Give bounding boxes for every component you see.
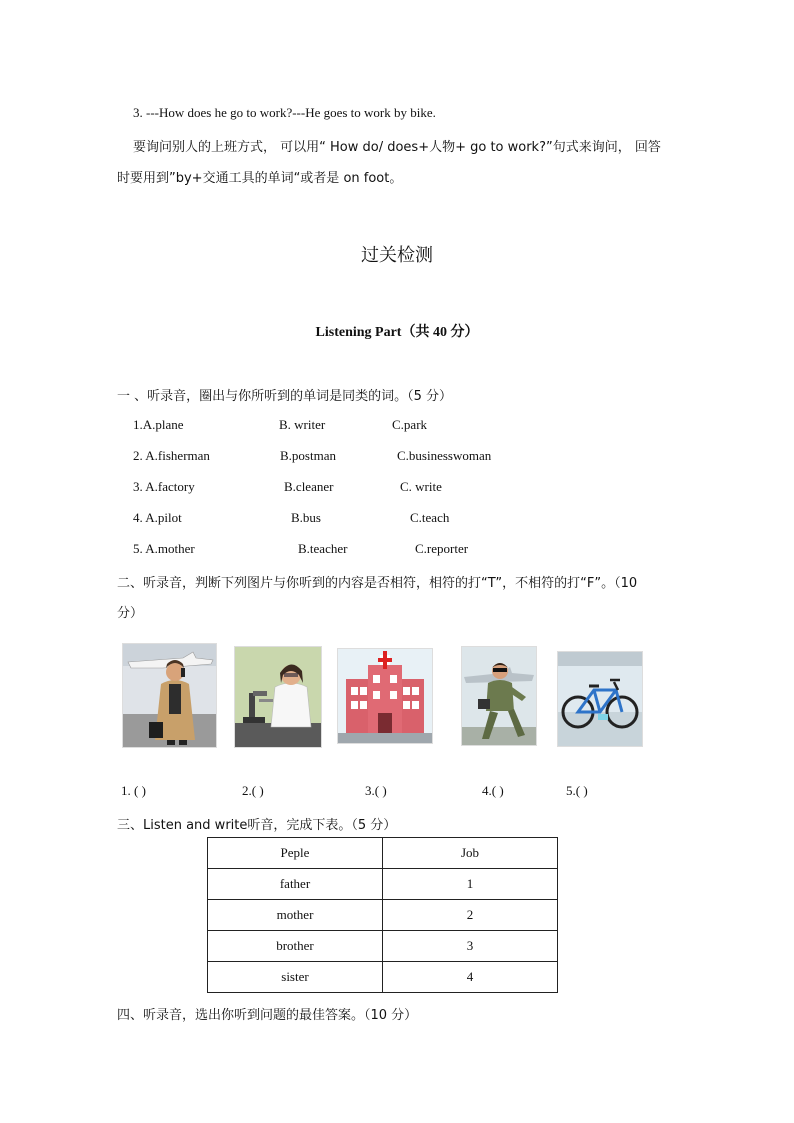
q2-blank-5[interactable]: 5.( ): [566, 783, 588, 798]
table-cell-job[interactable]: 2: [383, 900, 558, 931]
pilot-picture: [461, 646, 537, 746]
table-cell-person: brother: [208, 931, 383, 962]
section-title: 过关检测: [361, 245, 433, 266]
explanation-line-1: 要询问别人的上班方式， 可以用“ How do/ does+人物+ go to work?”句式来询问， 回答: [133, 140, 661, 155]
table-cell-job[interactable]: 3: [383, 931, 558, 962]
q2-heading-line-1: 二、听录音，判断下列图片与你听到的内容是否相符，相符的打“T”，不相符的打“F”。（10: [117, 576, 638, 591]
q1-row3-b: B.cleaner: [284, 479, 334, 494]
q2-blank-3[interactable]: 3.( ): [365, 783, 387, 798]
q1-row1-c: C.park: [392, 417, 428, 432]
q1-row1-a: 1.A.plane: [133, 417, 184, 432]
q1-row2-c: C.businesswoman: [397, 448, 492, 463]
q1-row2-a: 2. A.fisherman: [133, 448, 210, 463]
table-row: [208, 900, 558, 931]
table-cell-job[interactable]: 4: [383, 962, 558, 993]
q1-row4-b: B.bus: [291, 510, 321, 525]
table-cell-job[interactable]: 1: [383, 869, 558, 900]
q2-blank-4[interactable]: 4.( ): [482, 783, 504, 798]
q1-row5-c: C.reporter: [415, 541, 469, 556]
scientist-picture: [234, 646, 322, 748]
q1-row2-b: B.postman: [280, 448, 336, 463]
q1-heading: 一 、听录音，圈出与你所听到的单词是同类的词。（5 分）: [117, 389, 453, 404]
table-header-cell: Job: [383, 838, 558, 869]
q2-heading-line-2: 分）: [117, 606, 144, 621]
table-row: [208, 962, 558, 993]
table-cell-person: father: [208, 869, 383, 900]
q1-row4-a: 4. A.pilot: [133, 510, 182, 525]
bike-picture: [557, 651, 643, 747]
explanation-line-2: 时要用到”by+交通工具的单词“或者是 on foot。: [117, 171, 403, 186]
q1-row1-b: B. writer: [279, 417, 326, 432]
q1-row5-b: B.teacher: [298, 541, 348, 556]
table-row: [208, 931, 558, 962]
q1-row3-c: C. write: [400, 479, 442, 494]
businessman-picture: [122, 643, 217, 748]
q2-blank-2[interactable]: 2.( ): [242, 783, 264, 798]
table-header-row: [208, 838, 558, 869]
table-cell-person: mother: [208, 900, 383, 931]
q1-row5-a: 5. A.mother: [133, 541, 195, 556]
q1-row3-a: 3. A.factory: [133, 479, 195, 494]
hospital-picture: [337, 648, 433, 744]
table-row: [208, 869, 558, 900]
jobs-table: [207, 837, 558, 993]
q3-heading: 三、Listen and write听音，完成下表。（5 分）: [117, 818, 397, 833]
q2-blank-1[interactable]: 1. ( ): [121, 783, 146, 798]
q4-heading: 四、听录音，选出你听到问题的最佳答案。（10 分）: [117, 1008, 418, 1023]
table-cell-person: sister: [208, 962, 383, 993]
table-header-cell: Peple: [208, 838, 383, 869]
part-title: Listening Part（共 40 分）: [315, 325, 479, 340]
example-sentence: 3. ---How does he go to work?---He goes to work by bike.: [133, 105, 436, 120]
q1-row4-c: C.teach: [410, 510, 450, 525]
